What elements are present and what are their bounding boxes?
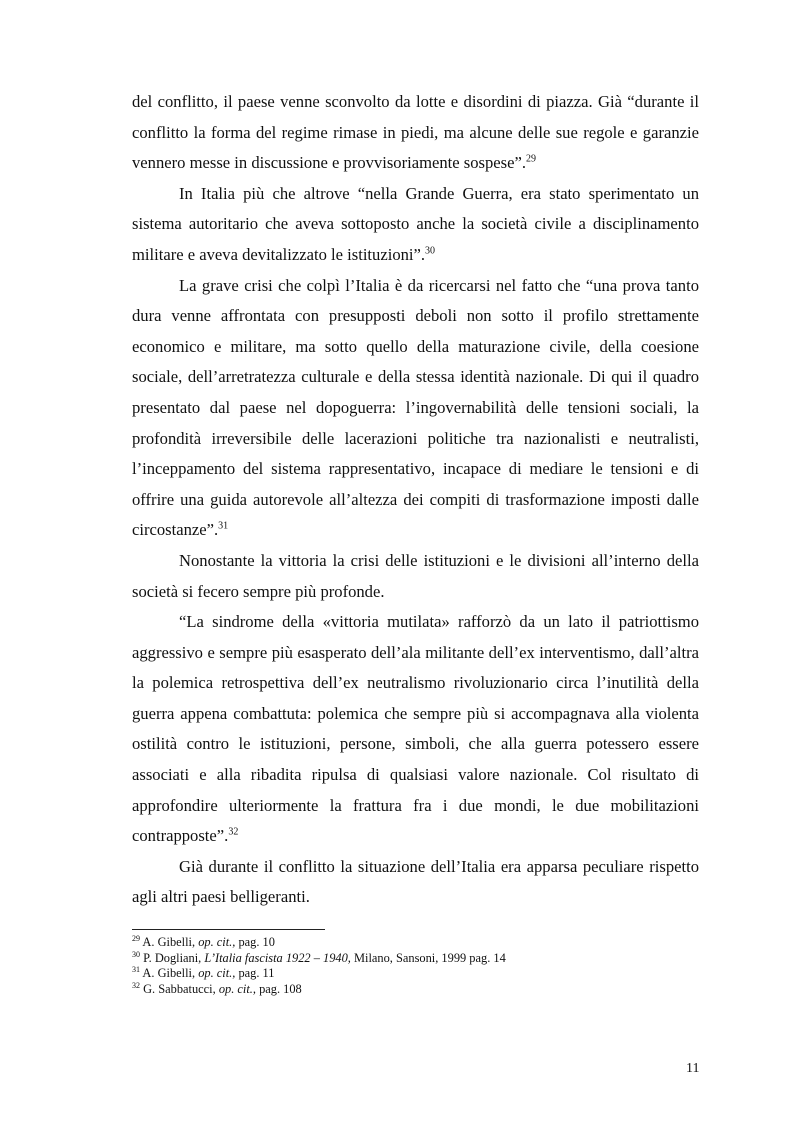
footnote — [132, 982, 699, 998]
footnote-ref[interactable]: 31 — [218, 520, 229, 532]
footnote-ref[interactable]: 30 — [425, 245, 436, 257]
footnote-number: 29 — [132, 933, 140, 943]
footnote-ref[interactable]: 32 — [228, 826, 239, 838]
footnote-detail: Milano, Sansoni, 1999 pag. 14 — [350, 950, 506, 965]
footnote-number: 30 — [132, 949, 140, 959]
paragraph-2 — [132, 179, 699, 271]
footnote-number: 32 — [132, 980, 140, 990]
paragraph-text: In Italia più che altrove “nella Grande Guerra, era stato sperimentato un sistema autoritario che aveva sottoposto anche la società civile a disciplinamento militare e aveva devitalizzato le istituzioni”. — [132, 183, 699, 264]
paragraph-1 — [132, 87, 699, 179]
paragraph-5 — [132, 607, 699, 852]
paragraph-text: La grave crisi che colpì l’Italia è da ricercarsi nel fatto che “una prova tanto dura venne affrontata con presupposti deboli non sotto il profilo strettamente economico e militare, ma sotto quello della maturazione civile, della coesione sociale, dell’arretratezza culturale e della stessa identità nazionale. Di qui il quadro presentato dal paese nel dopoguerra: l’ingovernabilità delle tensioni sociali, la profondità irreversibile delle lacerazioni politiche tra nazionalisti e neutralisti, l’inceppamento del sistema rappresentativo, incapace di mediare le tensioni e di offrire una guida autorevole all’altezza dei compiti di trasformazione imposti dalle circostanze”. — [132, 275, 699, 540]
footnote-title: L’Italia fascista 1922 – 1940, — [204, 950, 351, 965]
footnote-title: op. cit., — [198, 935, 236, 949]
footnote-author: P. Dogliani, — [143, 950, 205, 965]
footnote-number: 31 — [132, 965, 140, 975]
footnote — [132, 935, 699, 951]
paragraph-text: del conflitto, il paese venne sconvolto da lotte e disordini di piazza. Già “durante il conflitto la forma del regime rimase in piedi, ma alcune delle sue regole e garanzie vennero messe in discussione e provvisoriamente sospese”. — [132, 92, 699, 173]
footnote-author: A. Gibelli, — [142, 966, 199, 981]
footnote — [132, 951, 699, 967]
footnote-detail: pag. 10 — [235, 935, 275, 949]
footnote-title: op. cit., — [218, 981, 256, 996]
footnotes — [132, 935, 699, 997]
page-number: 11 — [686, 1061, 700, 1076]
footnote-detail: pag. 11 — [235, 966, 275, 981]
body-text — [132, 87, 699, 913]
footnote-author: A. Gibelli, — [142, 935, 199, 949]
paragraph-text: “La sindrome della «vittoria mutilata» rafforzò da un lato il patriottismo aggressivo e sempre più esasperato dell’ala militante dell’ex interventismo, dall’altra la polemica retrospettiva dell’ex neutralismo rivoluzionario circa l’inutilità della guerra appena combattuta: polemica che sempre più si accompagnava alla violenta ostilità contro le istituzioni, persone, simboli, che alla guerra potessero essere associati e alla ribadita ripulsa di qualsiasi valore nazionale. Col risultato di approfondire ulteriormente la frattura fra i due mondi, le due mobilitazioni contrapposte”. — [132, 612, 699, 846]
paragraph-text: Nonostante la vittoria la crisi delle istituzioni e le divisioni all’interno della società si fecero sempre più profonde. — [132, 550, 699, 601]
footnote — [132, 966, 699, 982]
paragraph-6 — [132, 852, 699, 913]
footnote-author: G. Sabbatucci, — [143, 981, 219, 996]
paragraph-4 — [132, 546, 699, 607]
paragraph-3 — [132, 271, 699, 546]
footnote-detail: pag. 108 — [255, 981, 302, 996]
footnote-ref[interactable]: 29 — [526, 153, 537, 165]
footnote-title: op. cit., — [198, 966, 236, 981]
footnote-separator — [132, 929, 325, 930]
paragraph-text: Già durante il conflitto la situazione dell’Italia era apparsa peculiare rispetto agli altri paesi belligeranti. — [132, 856, 699, 907]
